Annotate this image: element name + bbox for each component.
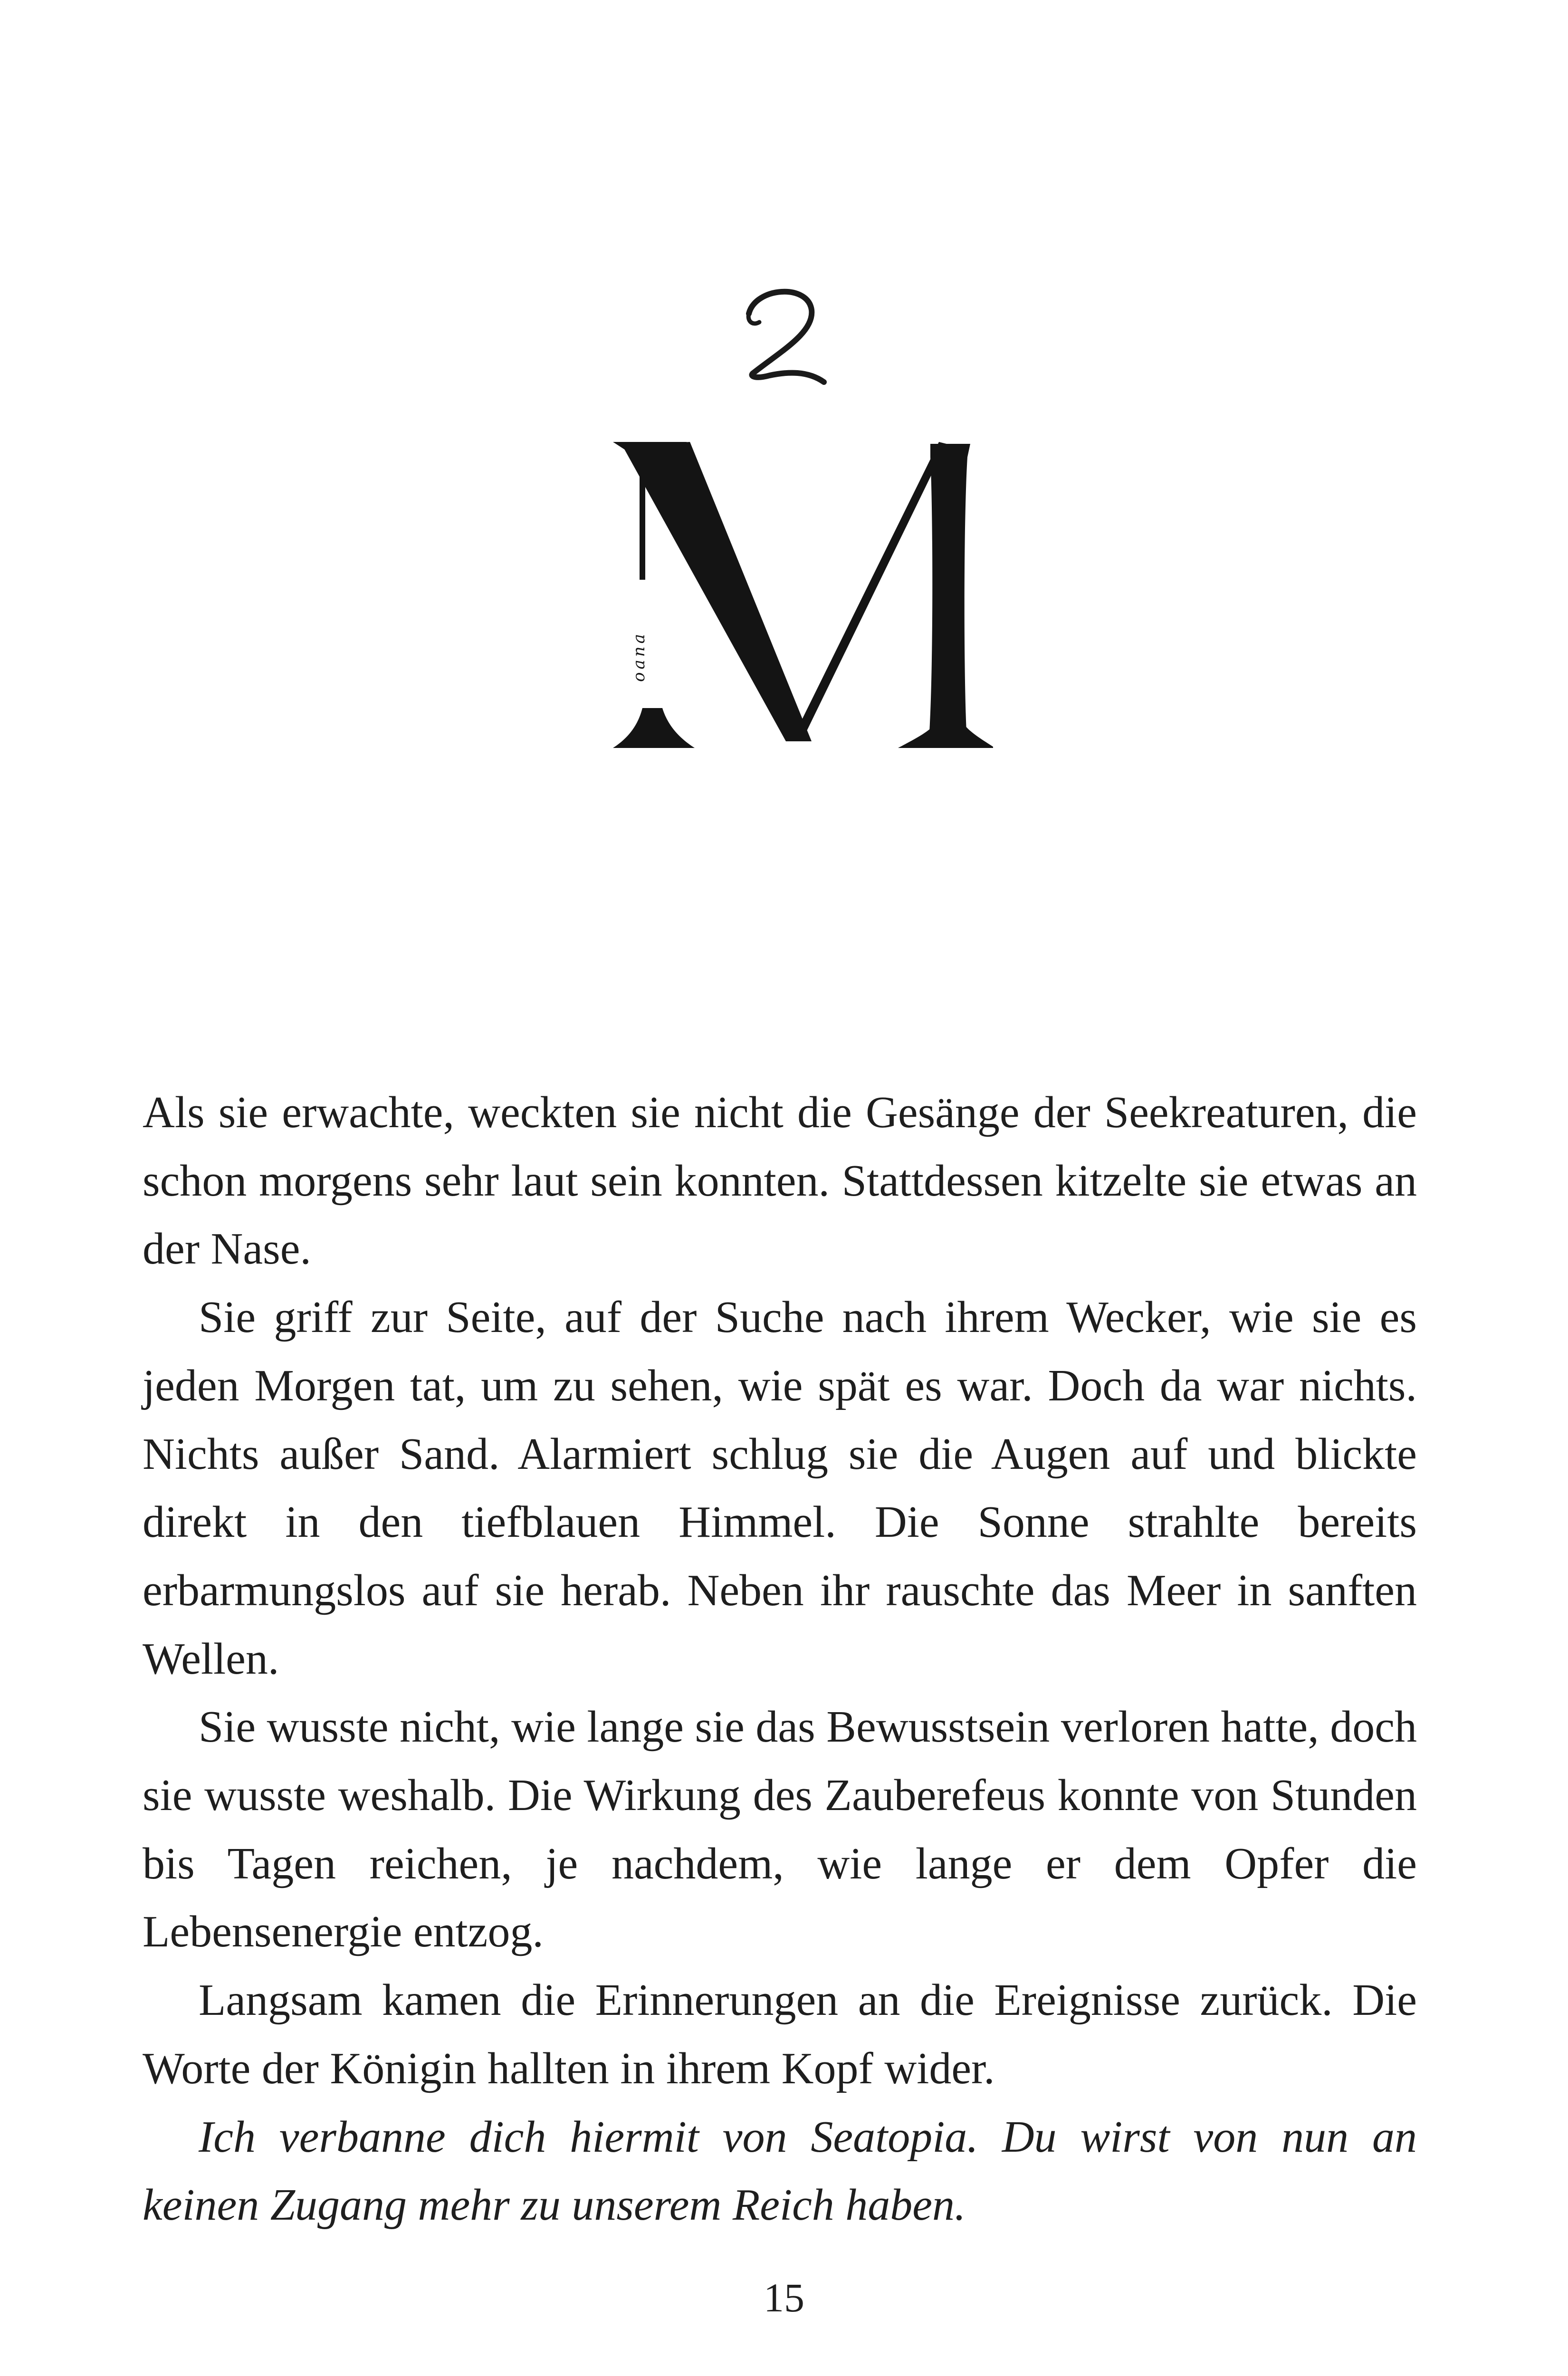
page-number: 15 <box>764 2275 804 2320</box>
chapter-number <box>736 280 832 390</box>
paragraph: Langsam kamen die Erinnerungen an die Ereignisse zurück. Die Worte der Königin hallten in ihrem Kopf wider. <box>143 1975 1417 2093</box>
chapter-number-glyph <box>736 280 832 390</box>
chapter-initial-emblem <box>603 423 993 813</box>
emblem-script-word: oana <box>630 631 649 682</box>
decorative-initial-m <box>603 423 993 813</box>
paragraph: Sie wusste nicht, wie lange sie das Bewusstsein verloren hatte, doch sie wusste weshalb. Die Wirkung des Zauberefeus konnte von Stunden bis Tagen reichen, je nachdem, wie lange er dem Opfer die Lebensenergie entzog. <box>143 1702 1417 1957</box>
chapter-body <box>143 1079 1417 2240</box>
paragraph: Sie griff zur Seite, auf der Suche nach ihrem Wecker, wie sie es jeden Morgen tat, um zu sehen, wie spät es war. Doch da war nichts. Nichts außer Sand. Alarmiert schlug sie die Augen auf und blickte direkt in den tiefblauen Himmel. Die Sonne strahlte bereits erbarmungslos auf sie herab. Neben ihr rauschte das Meer in sanften Wellen. <box>143 1293 1417 1684</box>
paragraph: Als sie erwachte, weckten sie nicht die Gesänge der Seekreaturen, die schon morgens sehr laut sein konnten. Stattdessen kitzelte sie etwas an der Nase. <box>143 1088 1417 1274</box>
italic-paragraph: Ich verbanne dich hiermit von Seatopia. Du wirst von nun an keinen Zugang mehr zu unserem Reich haben. <box>143 2112 1417 2230</box>
